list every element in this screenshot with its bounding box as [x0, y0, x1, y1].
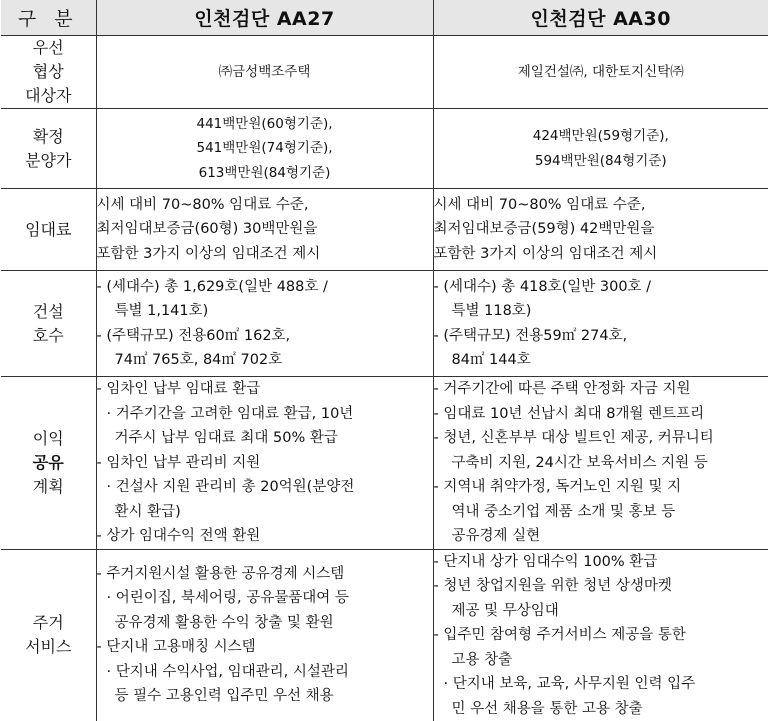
header-aa30: 인천검단 AA30 [433, 0, 768, 36]
cell-line: 특별 118호) [434, 299, 769, 324]
row-label-line: 협상 [1, 60, 96, 84]
row-housing-service [1, 549, 768, 721]
row-label-line: 서비스 [1, 635, 96, 659]
cell-line: 포함한 3가지 이상의 임대조건 제시 [97, 242, 433, 267]
cell-line: 구축비 지원, 24시간 보육서비스 지원 등 [434, 451, 769, 476]
cell-line: · 건설사 지원 관리비 총 20억원(분양전 [97, 475, 433, 500]
cell-line: 거주시 납부 임대료 최대 50% 환급 [97, 426, 433, 451]
aa27-cell [96, 189, 433, 271]
row-label [1, 271, 96, 377]
row-profit-sharing [1, 377, 768, 550]
row-label-line: 임대료 [1, 218, 96, 242]
cell-line: - 거주기간에 따른 주택 안정화 자금 지원 [434, 377, 769, 402]
cell-line: 시세 대비 70~80% 임대료 수준, [97, 193, 433, 218]
cell-line: - (세대수) 총 418호(일반 300호 / [434, 275, 769, 300]
aa30-cell [433, 271, 768, 377]
cell-line: 공유경제 활용한 수익 창출 및 환원 [97, 611, 433, 636]
cell-line: · 어린이집, 북세어링, 공유물품대여 등 [97, 586, 433, 611]
cell-line: - 입주민 참여형 주거서비스 제공을 통한 [434, 623, 769, 648]
row-label-line: 우선 [1, 36, 96, 60]
cell-line: 역내 중소기업 제품 소개 및 홍보 등 [434, 500, 769, 525]
cell-line: - 단지내 상가 임대수익 100% 환급 [434, 550, 769, 575]
cell-line: · 거주기간을 고려한 임대료 환급, 10년 [97, 402, 433, 427]
cell-line: - 지역내 취약가정, 독거노인 지원 및 지 [434, 475, 769, 500]
cell-line: 613백만원(84형기준) [97, 161, 433, 186]
aa30-cell [433, 36, 768, 109]
cell-line: - 주거지원시설 활용한 공유경제 시스템 [97, 562, 433, 587]
row-label [1, 36, 96, 109]
cell-line: - 청년, 신혼부부 대상 빌트인 제공, 커뮤니티 [434, 426, 769, 451]
cell-line: 포함한 3가지 이상의 임대조건 제시 [434, 242, 769, 267]
cell-line: - 상가 임대수익 전액 환원 [97, 524, 433, 549]
row-sale-price [1, 109, 768, 189]
row-label-line: 계획 [1, 475, 96, 499]
aa30-cell [433, 549, 768, 721]
aa27-cell [96, 377, 433, 550]
row-label [1, 109, 96, 189]
cell-line: 환시 환급) [97, 500, 433, 525]
row-label [1, 189, 96, 271]
row-label-line: 주거 [1, 611, 96, 635]
cell-line: 민 우선 채용을 통한 고용 창출 [434, 697, 769, 721]
row-label [1, 377, 96, 550]
row-label-line: 분양가 [1, 149, 96, 173]
cell-line: - (주택규모) 전용59㎡ 274호, [434, 324, 769, 349]
cell-line: · 단지내 보육, 교육, 사무지원 인력 입주 [434, 672, 769, 697]
aa27-cell [96, 549, 433, 721]
cell-line: 최저임대보증금(59형) 42백만원을 [434, 217, 769, 242]
cell-line: 제일건설㈜, 대한토지신탁㈜ [434, 60, 769, 85]
row-label-line: 확정 [1, 125, 96, 149]
header-category: 구 분 [1, 0, 96, 36]
cell-line: 84㎡ 144호 [434, 348, 769, 373]
cell-line: 74㎡ 765호, 84㎡ 702호 [97, 348, 433, 373]
row-label-line: 공유 [1, 451, 96, 475]
cell-line: 등 필수 고용인력 입주민 우선 채용 [97, 684, 433, 709]
cell-line: 공유경제 실현 [434, 524, 769, 549]
cell-line: ㈜금성백조주택 [97, 60, 433, 85]
aa30-cell [433, 189, 768, 271]
row-label-line: 호수 [1, 324, 96, 348]
header-aa27: 인천검단 AA27 [96, 0, 433, 36]
cell-line: - 임대료 10년 선납시 최대 8개월 렌트프리 [434, 402, 769, 427]
row-label-line: 대상자 [1, 84, 96, 108]
row-units [1, 271, 768, 377]
header-row [1, 0, 768, 36]
cell-line: 시세 대비 70~80% 임대료 수준, [434, 193, 769, 218]
cell-line: - (세대수) 총 1,629호(일반 488호 / [97, 275, 433, 300]
cell-line: - 청년 창업지원을 위한 청년 상생마켓 [434, 574, 769, 599]
aa27-cell [96, 36, 433, 109]
aa27-cell [96, 109, 433, 189]
cell-line: 최저임대보증금(60형) 30백만원을 [97, 217, 433, 242]
row-label-line: 건설 [1, 300, 96, 324]
cell-line: - 임차인 납부 관리비 지원 [97, 451, 433, 476]
row-preferred-bidder [1, 36, 768, 109]
cell-line: - 단지내 고용매칭 시스템 [97, 635, 433, 660]
aa30-cell [433, 109, 768, 189]
cell-line: 제공 및 무상임대 [434, 599, 769, 624]
aa27-cell [96, 271, 433, 377]
cell-line: 특별 1,141호) [97, 299, 433, 324]
cell-line: 424백만원(59형기준), [434, 124, 769, 149]
row-rent [1, 189, 768, 271]
row-label [1, 549, 96, 721]
cell-line: 594백만원(84형기준) [434, 149, 769, 174]
cell-line: - (주택규모) 전용60㎡ 162호, [97, 324, 433, 349]
row-label-line: 이익 [1, 427, 96, 451]
aa30-cell [433, 377, 768, 550]
cell-line: 441백만원(60형기준), [97, 112, 433, 137]
cell-line: · 단지내 수익사업, 임대관리, 시설관리 [97, 660, 433, 685]
cell-line: 541백만원(74형기준), [97, 136, 433, 161]
cell-line: - 임차인 납부 임대료 환급 [97, 377, 433, 402]
comparison-table [1, 0, 768, 721]
cell-line: 고용 창출 [434, 648, 769, 673]
